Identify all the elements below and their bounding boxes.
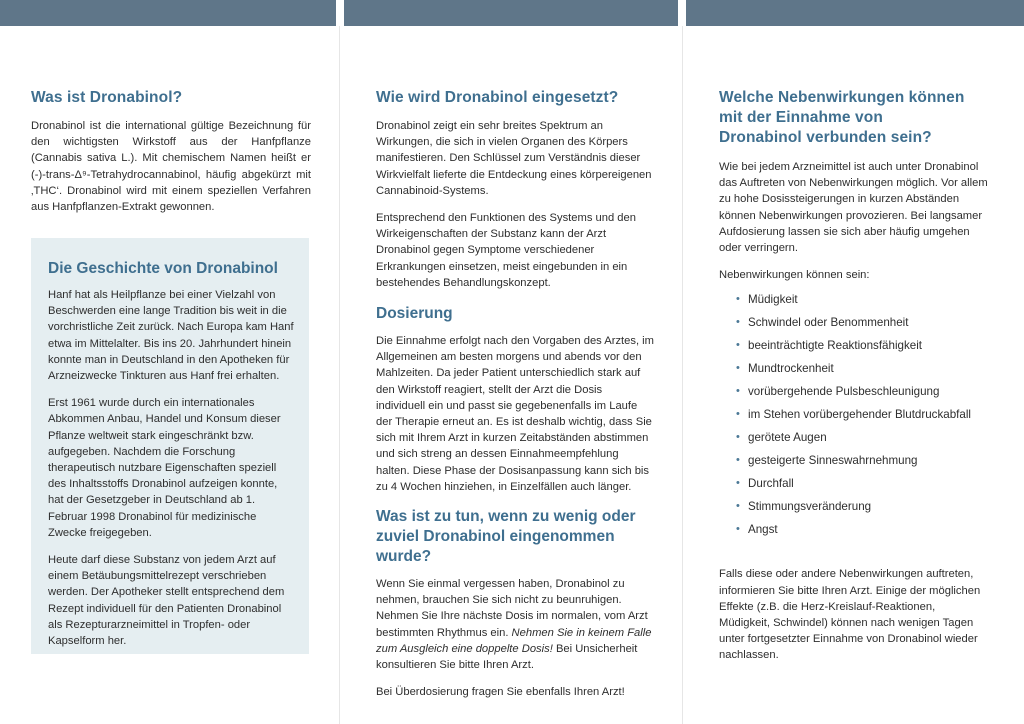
- dosage-paragraph: Die Einnahme erfolgt nach den Vorgaben des Arztes, im Allgemeinen am besten morgens und abends vor den Mahlzeiten. Da jeder Patient unterschiedlich stark auf den Wirkstoff reagiert, stellt der Arzt die Dosis individuell ein und passt sie gegebenenfalls im Laufe der Therapie erneut an. Es ist deshalb wichtig, dass Sie sich mit Ihrem Arzt in kurzen Zeitabständen abstimmen und sich streng an dessen Einnahmeempfehlung halten. Diese Phase der Dosisanpassung kann sich bis zu 4 Wochen hinziehen, in Einzelfällen auch länger.: [376, 335, 654, 493]
- side-effect-item: [736, 495, 989, 518]
- side-effects-closing: Falls diese oder andere Nebenwirkungen auftreten, informieren Sie bitte Ihren Arzt. Einige der möglichen Effekte (z.B. die Herz-Kreislauf-Reaktionen, Müdigkeit, Schwindel) können nach wenigen Tagen unter fortgesetzter Einnahme von Dronabinol wieder nachlassen.: [719, 568, 981, 662]
- side-effect-label: gerötete Augen: [748, 431, 827, 445]
- heading-wie-eingesetzt: Wie wird Dronabinol eingesetzt?: [376, 89, 619, 106]
- bullet-icon: •: [736, 431, 740, 444]
- side-effect-label: gesteigerte Sinneswahrnehmung: [748, 454, 918, 468]
- usage-paragraph-2: Entsprechend den Funktionen des Systems und den Wirkeigenschaften der Substanz kann der Arzt Dronabinol gegen Symptome verschiedener Erkrankungen einsetzen, meist eingebunden in ein bestehendes Behandlungskonzept.: [376, 212, 636, 289]
- side-effect-item: [736, 357, 989, 380]
- bullet-icon: •: [736, 454, 740, 467]
- history-box: [31, 238, 309, 654]
- history-paragraph-3: Heute darf diese Substanz von jedem Arzt auf einem Betäubungsmittelrezept verschrieben werden. Der Apotheker stellt entsprechend dem Rezept individuell für den Patienten Dronabinol als Rezepturarzneimittel in Tropfen- oder Kapselform her.: [48, 554, 285, 648]
- missed-dose-text: Wenn Sie einmal vergessen haben, Dronabinol zu nehmen, brauchen Sie sich nicht zu beunruhigen. Nehmen Sie Ihre nächste Dosis im normalen, vom Arzt bestimmten Rhythmus ein.: [376, 578, 648, 639]
- bullet-icon: •: [736, 408, 740, 421]
- side-effect-item: [736, 518, 989, 541]
- bullet-icon: •: [736, 500, 740, 513]
- bullet-icon: •: [736, 385, 740, 398]
- column-3: [719, 26, 989, 664]
- side-effect-item: [736, 426, 989, 449]
- usage-paragraph-1: Dronabinol zeigt ein sehr breites Spektrum an Wirkungen, die sich in vielen Organen des Körpers manifestieren. Den Schlüssel zum Verständnis dieser Wirkvielfalt lieferte die Entdeckung eines körpereigenen Cannabinoid-Systems.: [376, 120, 652, 197]
- side-effect-label: Schwindel oder Benommenheit: [748, 316, 909, 330]
- side-effect-item: [736, 380, 989, 403]
- side-effect-item: [736, 472, 989, 495]
- side-effect-label: Mundtrockenheit: [748, 362, 834, 376]
- side-effects-lead: Nebenwirkungen können sein:: [719, 269, 870, 282]
- side-effect-label: Müdigkeit: [748, 293, 798, 307]
- heading-zu-wenig-zuviel: Was ist zu tun, wenn zu wenig oder zuviel Dronabinol eingenommen wurde?: [376, 508, 636, 566]
- heading-was-ist-dronabinol: Was ist Dronabinol?: [31, 89, 183, 106]
- history-paragraph-2: Erst 1961 wurde durch ein internationales Abkommen Anbau, Handel und Konsum dieser Pflanze weltweit stark eingeschränkt bzw. aufgegeben. Nachdem die Forschung therapeutisch nutzbare Eigenschaften speziell des Inhaltsstoffs Dronabinol aufzeigen konnte, hat der Gesetzgeber in Deutschland ab 1. Februar 1998 Dronabinol für medizinische Zwecke freigegeben.: [48, 397, 281, 539]
- side-effect-label: Durchfall: [748, 477, 794, 491]
- overdose-paragraph: Bei Überdosierung fragen Sie ebenfalls Ihren Arzt!: [376, 686, 625, 699]
- side-effects-list: [736, 288, 989, 541]
- column-2: [376, 26, 654, 700]
- double-dose-warning: Nehmen Sie in keinem Falle zum Ausgleich eine doppelte Dosis!: [376, 626, 652, 655]
- side-effect-label: beeinträchtigte Reaktionsfähigkeit: [748, 339, 923, 353]
- bullet-icon: •: [736, 523, 740, 536]
- bullet-icon: •: [736, 293, 740, 306]
- fold-gap-2: [678, 0, 686, 26]
- fold-line-2: [682, 26, 683, 724]
- intro-paragraph: Dronabinol ist die international gültige Bezeichnung für den wichtigsten Wirkstoff aus der Hanfpflanze (Cannabis sativa L.). Mit chemischem Namen heißt er (-)-trans-Δ⁹-Tetrahydrocannabinol, häufig abgekürzt mit ‚THC‘. Dronabinol wird mit einem speziellen Verfahren aus Hanfpflanzen-Extrakt gewonnen.: [31, 120, 311, 214]
- side-effect-label: im Stehen vorübergehender Blutdruckabfall: [748, 408, 971, 422]
- bullet-icon: •: [736, 316, 740, 329]
- side-effect-item: [736, 311, 989, 334]
- heading-geschichte: Die Geschichte von Dronabinol: [48, 260, 278, 277]
- side-effect-label: Angst: [748, 523, 778, 537]
- side-effects-intro: Wie bei jedem Arzneimittel ist auch unter Dronabinol das Auftreten von Nebenwirkungen möglich. Vor allem zu hohe Dosissteigerungen in kurzen Abständen können Nebenwirkungen provozieren. Bei langsamer Aufdosierung lassen sie sich aber häufig umgehen oder verringern.: [719, 161, 988, 255]
- side-effect-item: [736, 334, 989, 357]
- history-paragraph-1: Hanf hat als Heilpflanze bei einer Vielzahl von Beschwerden eine lange Tradition bis weit in die vorchristliche Zeit zurück. Nach Europa kam Hanf etwa im Mittelalter. Bis ins 20. Jahrhundert hinein konnte man in Deutschland in den Apotheken für Arzneizwecke Tinkturen aus Hanf frei erhalten.: [48, 289, 294, 383]
- heading-nebenwirkungen: Welche Nebenwirkungen können mit der Einnahme von Dronabinol verbunden sein?: [719, 89, 965, 146]
- side-effect-item: [736, 288, 989, 311]
- bullet-icon: •: [736, 477, 740, 490]
- column-1: [31, 26, 311, 215]
- consult-doctor-text: Bei Unsicherheit konsultieren Sie bitte Ihren Arzt.: [376, 642, 638, 672]
- side-effect-label: Stimmungsveränderung: [748, 500, 872, 514]
- side-effect-item: [736, 403, 989, 426]
- side-effect-item: [736, 449, 989, 472]
- fold-line-1: [339, 26, 340, 724]
- heading-dosierung: Dosierung: [376, 305, 453, 323]
- bullet-icon: •: [736, 339, 740, 352]
- missed-dose-paragraph: [376, 576, 654, 673]
- side-effect-label: vorübergehende Pulsbeschleunigung: [748, 385, 940, 399]
- bullet-icon: •: [736, 362, 740, 375]
- top-color-band: [0, 0, 1024, 26]
- fold-gap-1: [336, 0, 344, 26]
